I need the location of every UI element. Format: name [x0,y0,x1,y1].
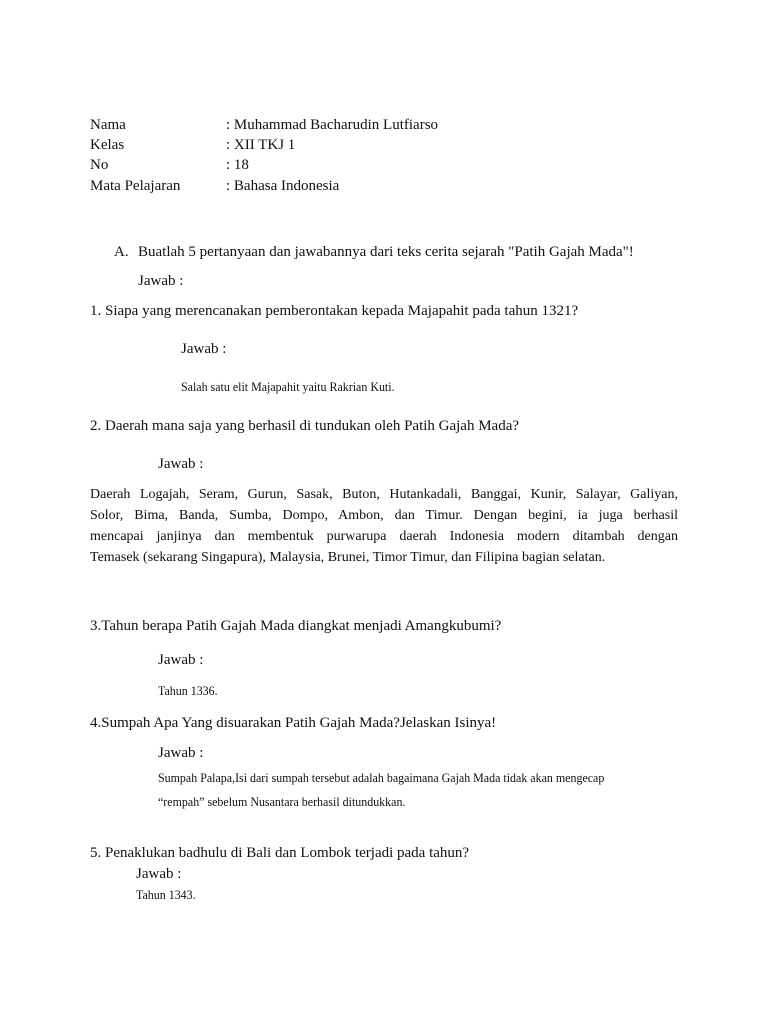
answer-2-line: mencapai janjinya dan membentuk purwarupa daerah Indonesia modern ditambah dengan [90,529,678,544]
identity-value-no: : 18 [226,157,249,173]
question-1: 1. Siapa yang merencanakan pemberontakan kepada Majapahit pada tahun 1321? [90,303,579,319]
answer-4-block [158,769,643,811]
jawab-label-5: Jawab : [136,866,182,882]
identity-label-nama: Nama [90,117,126,133]
identity-value-mata-pelajaran: : Bahasa Indonesia [226,178,340,194]
jawab-label-2: Jawab : [158,456,204,472]
jawab-label-4: Jawab : [158,745,204,761]
answer-2-line: Daerah Logajah, Seram, Gurun, Sasak, Buton, Hutankadali, Banggai, Kunir, Salayar, Galiyan, [90,487,678,502]
instruction-text: Buatlah 5 pertanyaan dan jawabannya dari teks cerita sejarah "Patih Gajah Mada"! [138,244,634,260]
answer-4-line: Sumpah Palapa,Isi dari sumpah tersebut adalah bagaimana Gajah Mada tidak akan mengecap [158,770,605,785]
jawab-label-3: Jawab : [158,652,204,668]
instruction-jawab-label: Jawab : [138,273,184,289]
question-3: 3.Tahun berapa Patih Gajah Mada diangkat menjadi Amangkubumi? [90,618,502,634]
question-4: 4.Sumpah Apa Yang disuarakan Patih Gajah Mada?Jelaskan Isinya! [90,715,497,731]
identity-label-kelas: Kelas [90,137,125,153]
answer-2-line: Solor, Bima, Banda, Sumba, Dompo, Ambon, dan Timur. Dengan begini, ia juga berhasil [90,508,678,523]
question-5: 5. Penaklukan badhulu di Bali dan Lombok terjadi pada tahun? [90,845,470,861]
answer-3: Tahun 1336. [158,683,218,698]
identity-value-nama: : Muhammad Bacharudin Lutfiarso [226,117,439,133]
identity-label-no: No [90,157,109,173]
answer-4-line: “rempah” sebelum Nusantara berhasil ditundukkan. [158,794,406,809]
answer-2-line: Temasek (sekarang Singapura), Malaysia, Brunei, Timor Timur, dan Filipina bagian selatan. [90,550,606,565]
answer-5: Tahun 1343. [136,887,196,902]
identity-label-mata-pelajaran: Mata Pelajaran [90,178,181,194]
answer-1: Salah satu elit Majapahit yaitu Rakrian Kuti. [181,379,395,394]
jawab-label-1: Jawab : [181,341,227,357]
instruction-marker: A. [114,244,129,260]
question-2: 2. Daerah mana saja yang berhasil di tundukan oleh Patih Gajah Mada? [90,418,520,434]
identity-value-kelas: : XII TKJ 1 [226,137,296,153]
answer-2-paragraph [90,484,678,568]
